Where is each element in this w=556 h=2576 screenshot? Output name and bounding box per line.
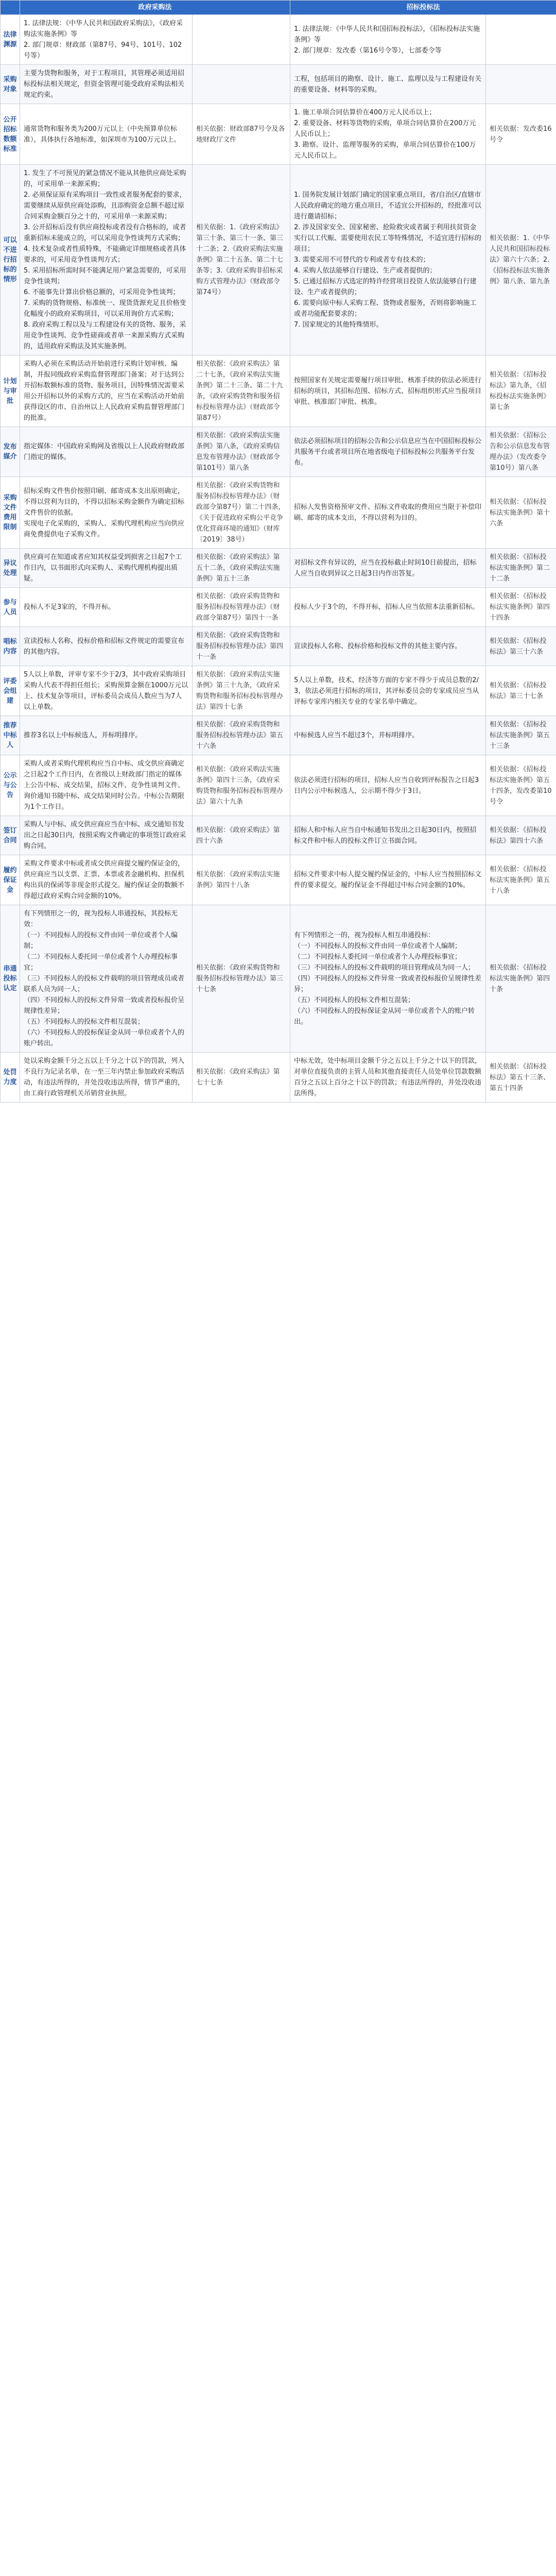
- bid-content-cell-line: 6. 需要向原中标人采购工程、货物或者服务，否则将影响施工或者功能配套要求的；: [294, 299, 477, 318]
- bid-content-cell-line: 4. 采购人依法能够自行建设、生产或者提供的；: [294, 267, 437, 275]
- bid-basis-cell-line: 相关依据：《招标投标法实施条例》第二十二条: [490, 553, 550, 583]
- bid-basis-cell: [486, 1053, 556, 1103]
- row-category: 串通投标认定: [1, 905, 20, 1053]
- gov-content-cell-line: 4. 技术复杂或者性质特殊，不能确定详细规格或者具体要求的，可采用竞争性谈判方式；: [24, 245, 186, 264]
- row-category: 推荐中标人: [1, 716, 20, 755]
- bid-content-cell-line: 1. 国务院发展计划部门确定的国家重点项目，省/自治区/直辖市人民政府确定的地方重点项目，不适宜公开招标的，经批准可以进行邀请招标；: [294, 191, 482, 221]
- gov-content-cell: [20, 15, 193, 65]
- bid-basis-cell: [486, 666, 556, 716]
- row-category: 公开招标数额标准: [1, 104, 20, 165]
- bid-content-cell-line: 1. 施工单项合同估算价在400万元人民币以上；: [294, 109, 436, 116]
- bid-content-cell-line: 工程，包括项目的勘察、设计、施工、监理以及与工程建设有关的重要设备、材料等的采购。: [294, 75, 482, 94]
- table-row: [1, 165, 556, 355]
- bid-basis-cell-line: 相关依据：《招标投标法实施条例》第五十四条，发改委第10号令: [490, 765, 552, 806]
- gov-content-cell: [20, 165, 193, 355]
- bid-content-cell-line: （四）不同投标人的投标文件异常一致或者投标报价呈规律性差异；: [294, 975, 482, 993]
- bid-content-cell-line: 1. 法律法规：《中华人民共和国招标投标法》，《招标投标法实施条例》等: [294, 25, 480, 44]
- gov-content-cell-line: 推荐3名以上中标候选人，并标明排序。: [24, 732, 142, 739]
- bid-basis-cell-line: 相关依据：《招标投标法实施条例》第四十四条: [490, 592, 550, 622]
- bid-basis-cell: [486, 549, 556, 588]
- bid-content-cell: [290, 666, 486, 716]
- bid-basis-cell: [486, 816, 556, 855]
- bid-basis-cell: [486, 427, 556, 477]
- table-row: [1, 549, 556, 588]
- table-row: [1, 477, 556, 549]
- bid-content-cell-line: 依法必须招标项目的招标公告和公示信息应当在中国招标投标公共服务平台或者项目所在地省级电子招标投标公共服务平台发布。: [294, 437, 482, 467]
- bid-content-cell-line: 5人以上单数，技术、经济等方面的专家不得少于成员总数的2/3，依法必须进行招标的项目，其评标委员会的专家成员应当从评标专家库内相关专业的专家名单中确定。: [294, 676, 479, 706]
- bid-content-cell-line: 2. 重要设备、材料等货物的采购，单项合同估算价在200万元人民币以上；: [294, 120, 476, 138]
- bid-content-cell-line: 宣读投标人名称、投标价格和投标文件的其他主要内容。: [294, 642, 462, 650]
- bid-content-cell-line: 2. 涉及国家安全、国家秘密、抢险救灾或者属于利用扶贫资金实行以工代赈、需要使用农民工等特殊情况，不适宜进行招标的项目；: [294, 224, 482, 253]
- gov-basis-cell-line: 相关依据：《政府采购法》第二十七条，《政府采购法实施条例》第二十三条、第二十九条，《政府采购货物和服务招标投标管理办法》（财政部令第87号）: [196, 360, 284, 422]
- bid-content-cell-line: 3. 勘察、设计、监理等服务的采购，单项合同估算价在100万元人民币以上。: [294, 141, 476, 160]
- table-row: [1, 716, 556, 755]
- row-category: 履约保证金: [1, 855, 20, 905]
- row-category: 计划与审批: [1, 355, 20, 427]
- gov-basis-cell: [193, 477, 290, 549]
- gov-content-cell-line: 6. 不能事先计算出价格总额的，可采用竞争性谈判；: [24, 289, 180, 296]
- gov-content-cell-line: 2. 必须保证原有采购项目一致性或者服务配套的要求，需要继续从原供应商处添购，且添购资金总额不超过原合同采购金额百分之十的，可采用单一来源采购；: [24, 191, 186, 221]
- gov-content-cell-line: 3. 公开招标后没有供应商投标或者没有合格标的，或者重新招标未能成立的，可以采用竞争性谈判方式采购；: [24, 224, 186, 242]
- gov-content-cell-line: （四）不同投标人的投标文件异常一致或者投标报价呈规律性差异；: [24, 996, 185, 1015]
- gov-content-cell: [20, 816, 193, 855]
- gov-content-cell-line: 采购人或者采购代理机构应当自中标、成交供应商确定之日起2个工作日内，在省级以上财政部门指定的媒体上公告中标、成交结果，招标文件、竞争性谈判文件、询价通知书随中标、成交结果同时公告。中标公告期限为1个工作日。: [24, 760, 185, 811]
- table-row: [1, 666, 556, 716]
- gov-content-cell-line: 供应商可在知道或者应知其权益受到损害之日起7个工作日内，以书面形式向采购人、采购代理机构提出质疑。: [24, 553, 182, 583]
- gov-content-cell: [20, 427, 193, 477]
- gov-content-cell-line: （一）不同投标人的投标文件由同一单位或者个人编制；: [24, 931, 178, 950]
- gov-content-cell-line: 采购人必须在采购活动开始前进行采购计划审核、编制，并报同级政府采购监督管理部门备案；对于达到公开招标数额标准的货物、服务项目，因特殊情况需要采用公开招标以外的采购方式的，应当在采购活动开始前获得设区的市、自治州以上人民政府采购监督管理部门的批准。: [24, 360, 185, 422]
- gov-basis-cell: [193, 588, 290, 627]
- table-row: [1, 627, 556, 666]
- bid-basis-cell: [486, 855, 556, 905]
- bid-basis-cell-line: 相关依据：《招标投标法实施条例》第五十三条: [490, 721, 550, 750]
- gov-basis-cell-line: 相关依据：《政府采购法实施条例》第八条，《政府采购信息发布管理办法》（财政部令第101号）第八条: [196, 432, 280, 472]
- gov-content-cell: [20, 855, 193, 905]
- row-category: 可以不进行招标的情形: [1, 165, 20, 355]
- gov-basis-cell: [193, 627, 290, 666]
- bid-basis-cell: [486, 627, 556, 666]
- bid-content-cell: [290, 65, 486, 104]
- gov-content-cell: [20, 755, 193, 816]
- row-category: 公示与公告: [1, 755, 20, 816]
- bid-content-cell-line: （一）不同投标人的投标文件由同一单位或者个人编制；: [294, 942, 462, 950]
- bid-content-cell: [290, 104, 486, 165]
- gov-content-cell: [20, 477, 193, 549]
- bid-content-cell-line: 7. 国家规定的其他特殊情形。: [294, 321, 383, 329]
- gov-content-cell: [20, 716, 193, 755]
- gov-content-cell-line: 投标人不足3家的，不得开标。: [24, 603, 115, 611]
- row-category: 签订合同: [1, 816, 20, 855]
- gov-content-cell: [20, 65, 193, 104]
- gov-basis-cell-line: 相关依据：《政府采购法》第五十二条，《政府采购法实施条例》第五十三条: [196, 553, 280, 583]
- bid-content-cell: [290, 627, 486, 666]
- comparison-table: [0, 0, 556, 1103]
- bid-basis-cell-line: 相关依据：《招标投标法实施条例》第五十八条: [490, 865, 550, 895]
- gov-content-cell: [20, 355, 193, 427]
- gov-basis-cell-line: 相关依据：《政府采购法实施条例》第四十三条，《政府采购货物和服务招标投标管理办法》第六十九条: [196, 765, 284, 806]
- bid-basis-cell-line: 相关依据：《招标投标法》第四十六条: [490, 826, 547, 845]
- table-row: [1, 588, 556, 627]
- gov-content-cell-line: 5. 采用招标所需时间不能满足用户紧急需要的，可采用竞争性谈判；: [24, 267, 186, 285]
- bid-content-cell: [290, 816, 486, 855]
- gov-basis-cell-line: 相关依据：财政部87号令及各地财政厅文件: [196, 125, 285, 144]
- bid-basis-cell: [486, 477, 556, 549]
- table-row: [1, 1053, 556, 1103]
- gov-basis-cell: [193, 716, 290, 755]
- gov-basis-cell-line: 相关依据：《政府采购货物和服务招标投标管理办法》第五十六条: [196, 721, 284, 750]
- gov-content-cell: [20, 666, 193, 716]
- bid-content-cell-line: 中标候选人应当不超过3个，并标明排序。: [294, 732, 419, 739]
- bid-basis-cell: [486, 716, 556, 755]
- table-header-row: [1, 1, 556, 15]
- bid-content-cell: [290, 355, 486, 427]
- bid-content-cell-line: 5. 已通过招标方式选定的特许经营项目投资人依法能够自行建设、生产或者提供的；: [294, 278, 477, 296]
- gov-basis-cell-line: 相关依据：《政府采购法》第七十七条: [196, 1068, 280, 1087]
- bid-basis-cell: [486, 15, 556, 65]
- gov-content-cell-line: （三）不同投标人的投标文件载明的项目管理成员或者联系人员为同一人；: [24, 975, 185, 993]
- bid-content-cell-line: 招标人和中标人应当自中标通知书发出之日起30日内，按照招标文件和中标人的投标文件订立书面合同。: [294, 826, 477, 845]
- header-bidding-law: 招标投标法: [290, 1, 556, 15]
- bid-basis-cell-line: 相关依据：《招标投标法》第五十三条、第五十四条: [490, 1062, 550, 1092]
- bid-basis-cell-line: 相关依据：《招标投标法》第三十七条: [490, 682, 547, 700]
- gov-content-cell-line: 招标采购文件售价按照印刷、邮寄成本支出原则确定，不得以营利为目的，不得以招标采购金额作为确定招标文件售价的依据。: [24, 487, 185, 517]
- bid-basis-cell: [486, 905, 556, 1053]
- gov-basis-cell: [193, 65, 290, 104]
- gov-content-cell-line: 宣读投标人名称、投标价格和招标文件规定的需要宣布的其他内容。: [24, 637, 185, 656]
- bid-content-cell-line: 对招标文件有异议的，应当在投标截止时间10日前提出，招标人应当自收到异议之日起3日内作出答复。: [294, 558, 477, 578]
- gov-content-cell-line: 8. 政府采购工程以及与工程建设有关的货物、服务，采用竞争性谈判、竞争性磋商或者单一来源采购方式采购的，适用政府采购法及其实施条例。: [24, 321, 186, 350]
- row-category: 采购文件费用限制: [1, 477, 20, 549]
- row-category: 异议处理: [1, 549, 20, 588]
- table-row: [1, 755, 556, 816]
- gov-content-cell: [20, 549, 193, 588]
- gov-basis-cell-line: 相关依据：《政府采购货物和服务招标投标管理办法》第四十一条: [196, 632, 284, 661]
- gov-basis-cell: [193, 666, 290, 716]
- table-row: [1, 65, 556, 104]
- gov-content-cell-line: 2. 部门规章：财政部（第87号、94号、101号、102号等）: [24, 41, 182, 60]
- bid-content-cell-line: 2. 部门规章：发改委（第16号令等），七部委令等: [294, 46, 442, 55]
- bid-content-cell-line: 按照国家有关规定需要履行项目审批、核准手续的依法必须进行招标的项目，其招标范围、招标方式、招标组织形式应当报项目审批、核准部门审批、核准。: [294, 376, 482, 406]
- bid-basis-cell-line: 相关依据：《招标投标法》第九条，《招标投标法实施条例》第七条: [490, 371, 550, 411]
- bid-content-cell-line: 有下列情形之一的，视为投标人相互串通投标：: [294, 931, 435, 939]
- gov-content-cell-line: 采购人与中标、成交供应商应当在中标、成交通知书发出之日起30日内，按照采购文件确定的事项签订政府采购合同。: [24, 821, 186, 850]
- bid-content-cell-line: （五）不同投标人的投标文件相互混装；: [294, 996, 415, 1004]
- gov-basis-cell: [193, 855, 290, 905]
- table-body: [1, 15, 556, 1103]
- header-category-cell: [1, 1, 20, 15]
- gov-basis-cell: [193, 1053, 290, 1103]
- gov-basis-cell: [193, 355, 290, 427]
- row-category: 采购对象: [1, 65, 20, 104]
- gov-basis-cell: [193, 549, 290, 588]
- bid-content-cell: [290, 1053, 486, 1103]
- bid-content-cell: [290, 588, 486, 627]
- bid-basis-cell: [486, 65, 556, 104]
- row-category: 评委会组建: [1, 666, 20, 716]
- row-category: 参与人员: [1, 588, 20, 627]
- gov-basis-cell: [193, 816, 290, 855]
- table-row: [1, 355, 556, 427]
- gov-basis-cell: [193, 165, 290, 355]
- gov-content-cell-line: 采购文件要求中标或者成交供应商提交履约保证金的，供应商应当以支票、汇票、本票或者金融机构、担保机构出具的保函等非现金形式提交。履约保证金的数额不得超过政府采购合同金额的10%。: [24, 860, 185, 900]
- bid-basis-cell: [486, 588, 556, 627]
- gov-basis-cell-line: 相关依据：1.《政府采购法》第三十条、第三十一条、第三十二条；2.《政府采购法实施条例》第二十五条、第二十七条等；3.《政府采购非招标采购方式管理办法》（财政部令第74号）: [196, 224, 284, 296]
- gov-content-cell: [20, 627, 193, 666]
- gov-content-cell-line: 1. 发生了不可预见的紧急情况不能从其他供应商处采购的，可采用单一来源采购；: [24, 170, 186, 188]
- gov-basis-cell-line: 相关依据：《政府采购货物和服务招标投标管理办法》（财政部令第87号）第二十四条，《关于促进政府采购公平竞争优化营商环境的通知》（财库〔2019〕38号）: [196, 482, 285, 544]
- bid-content-cell: [290, 477, 486, 549]
- table-row: [1, 855, 556, 905]
- bid-content-cell-line: （六）不同投标人的投标保证金从同一单位或者个人的账户转出。: [294, 1007, 475, 1026]
- gov-content-cell-line: 有下列情形之一的，视为投标人串通投标，其投标无效：: [24, 910, 178, 928]
- bid-content-cell-line: （三）不同投标人的投标文件载明的项目管理成员为同一人；: [294, 964, 475, 972]
- bid-basis-cell: [486, 165, 556, 355]
- header-gov-procurement-law: 政府采购法: [20, 1, 290, 15]
- gov-content-cell-line: 1. 法律法规：《中华人民共和国政府采购法》，《政府采购法实施条例》等: [24, 20, 183, 38]
- gov-content-cell-line: （六）不同投标人的投标保证金从同一单位或者个人的账户转出。: [24, 1029, 185, 1047]
- bid-basis-cell: [486, 755, 556, 816]
- bid-basis-cell-line: 相关依据：《招标公告和公示信息发布管理办法》（发改委令第10号）第八条: [490, 432, 550, 472]
- bid-content-cell-line: （二）不同投标人委托同一单位或者个人办理投标事宜；: [294, 953, 462, 961]
- table-row: [1, 427, 556, 477]
- gov-content-cell-line: 7. 采购的货物规格、标准统一、现货货源充足且价格变化幅度小的政府采购项目，可以采用询价方式采购；: [24, 299, 186, 318]
- bid-content-cell: [290, 855, 486, 905]
- bid-basis-cell-line: 相关依据：《招标投标法》第三十六条: [490, 637, 547, 656]
- row-category: 处罚力度: [1, 1053, 20, 1103]
- gov-content-cell-line: 主要为货物和服务，对于工程项目，其管理必须适用招标投标法相关规定，但资金管理可能受政府采购法相关规定约束。: [24, 70, 185, 99]
- bid-content-cell-line: 投标人少于3个的，不得开标，招标人应当依照本法重新招标。: [294, 603, 479, 611]
- bid-content-cell: [290, 15, 486, 65]
- bid-content-cell: [290, 165, 486, 355]
- gov-basis-cell-line: 相关依据：《政府采购货物和服务招标投标管理办法》（财政部令第87号）第四十一条: [196, 592, 280, 622]
- gov-basis-cell: [193, 15, 290, 65]
- gov-content-cell: [20, 588, 193, 627]
- bid-content-cell-line: 依法必须进行招标的项目，招标人应当自收到评标报告之日起3日内公示中标候选人，公示期不得少于3日。: [294, 776, 479, 795]
- gov-basis-cell-line: 相关依据：《政府采购法实施条例》第四十八条: [196, 871, 280, 889]
- row-category: 唱标内容: [1, 627, 20, 666]
- bid-content-cell-line: 中标无效，处中标项目金额千分之五以上千分之十以下的罚款，对单位直接负责的主管人员和其他直接责任人员处单位罚款数额百分之五以上百分之十以下的罚款；有违法所得的，并处没收违法所得。: [294, 1057, 482, 1097]
- gov-content-cell-line: 通常货物和服务类为200万元以上（中央预算单位标准），具体执行各地标准，如深圳市为100万元以上。: [24, 125, 181, 144]
- gov-basis-cell: [193, 427, 290, 477]
- bid-basis-cell-line: 相关依据：《招标投标法实施条例》第十六条: [490, 498, 550, 528]
- gov-content-cell-line: 指定媒体：中国政府采购网及省级以上人民政府财政部门指定的媒体。: [24, 443, 185, 461]
- gov-basis-cell: [193, 905, 290, 1053]
- gov-basis-cell-line: 相关依据：《政府采购法实施条例》第三十九条，《政府采购货物和服务招标投标管理办法》第四十七条: [196, 671, 284, 711]
- bid-content-cell: [290, 549, 486, 588]
- bid-content-cell-line: 招标人发售资格预审文件、招标文件收取的费用应当限于补偿印刷、邮寄的成本支出，不得以营利为目的。: [294, 503, 482, 522]
- gov-basis-cell: [193, 755, 290, 816]
- gov-basis-cell-line: 相关依据：《政府采购货物和服务招标投标管理办法》第三十七条: [196, 964, 284, 993]
- bid-basis-cell-line: 相关依据：1.《中华人民共和国招标投标法》第六十六条；2.《招标投标法实施条例》第八条、第九条: [490, 234, 550, 285]
- gov-content-cell: [20, 104, 193, 165]
- gov-content-cell-line: 处以采购金额千分之五以上千分之十以下的罚款，列入不良行为记录名单，在一至三年内禁止参加政府采购活动，有违法所得的，并处没收违法所得，情节严重的，由工商行政管理机关吊销营业执照。: [24, 1057, 185, 1097]
- bid-content-cell-line: 招标文件要求中标人提交履约保证金的，中标人应当按照招标文件的要求提交。履约保证金不得超过中标合同金额的10%。: [294, 871, 482, 889]
- bid-content-cell-line: 3. 需要采用不可替代的专利或者专有技术的；: [294, 256, 430, 264]
- gov-basis-cell-line: 相关依据：《政府采购法》第四十六条: [196, 826, 280, 845]
- bid-content-cell: [290, 905, 486, 1053]
- table-row: [1, 15, 556, 65]
- bid-content-cell: [290, 716, 486, 755]
- table-row: [1, 905, 556, 1053]
- row-category: 法律渊源: [1, 15, 20, 65]
- gov-basis-cell: [193, 104, 290, 165]
- bid-basis-cell: [486, 104, 556, 165]
- bid-content-cell: [290, 755, 486, 816]
- gov-content-cell: [20, 1053, 193, 1103]
- bid-basis-cell-line: 相关依据：《招标投标法实施条例》第四十条: [490, 964, 550, 993]
- bid-basis-cell: [486, 355, 556, 427]
- row-category: 发布媒介: [1, 427, 20, 477]
- table-row: [1, 104, 556, 165]
- gov-content-cell-line: （五）不同投标人的投标文件相互混装；: [24, 1018, 145, 1026]
- gov-content-cell-line: 5人以上单数，评审专家不少于2/3，其中政府采购项目采购人代表不得担任组长；采购预算金额在1000万元以上、技术复杂等项目，评标委员会成员人数应当为7人以上单数。: [24, 671, 188, 711]
- gov-content-cell: [20, 905, 193, 1053]
- gov-content-cell-line: （二）不同投标人委托同一单位或者个人办理投标事宜；: [24, 953, 178, 972]
- table-row: [1, 816, 556, 855]
- bid-content-cell: [290, 427, 486, 477]
- gov-content-cell-line: 实现电子化采购的，采购人、采购代理机构应当向供应商免费提供电子采购文件。: [24, 519, 185, 538]
- bid-basis-cell-line: 相关依据：发改委16号令: [490, 125, 552, 144]
